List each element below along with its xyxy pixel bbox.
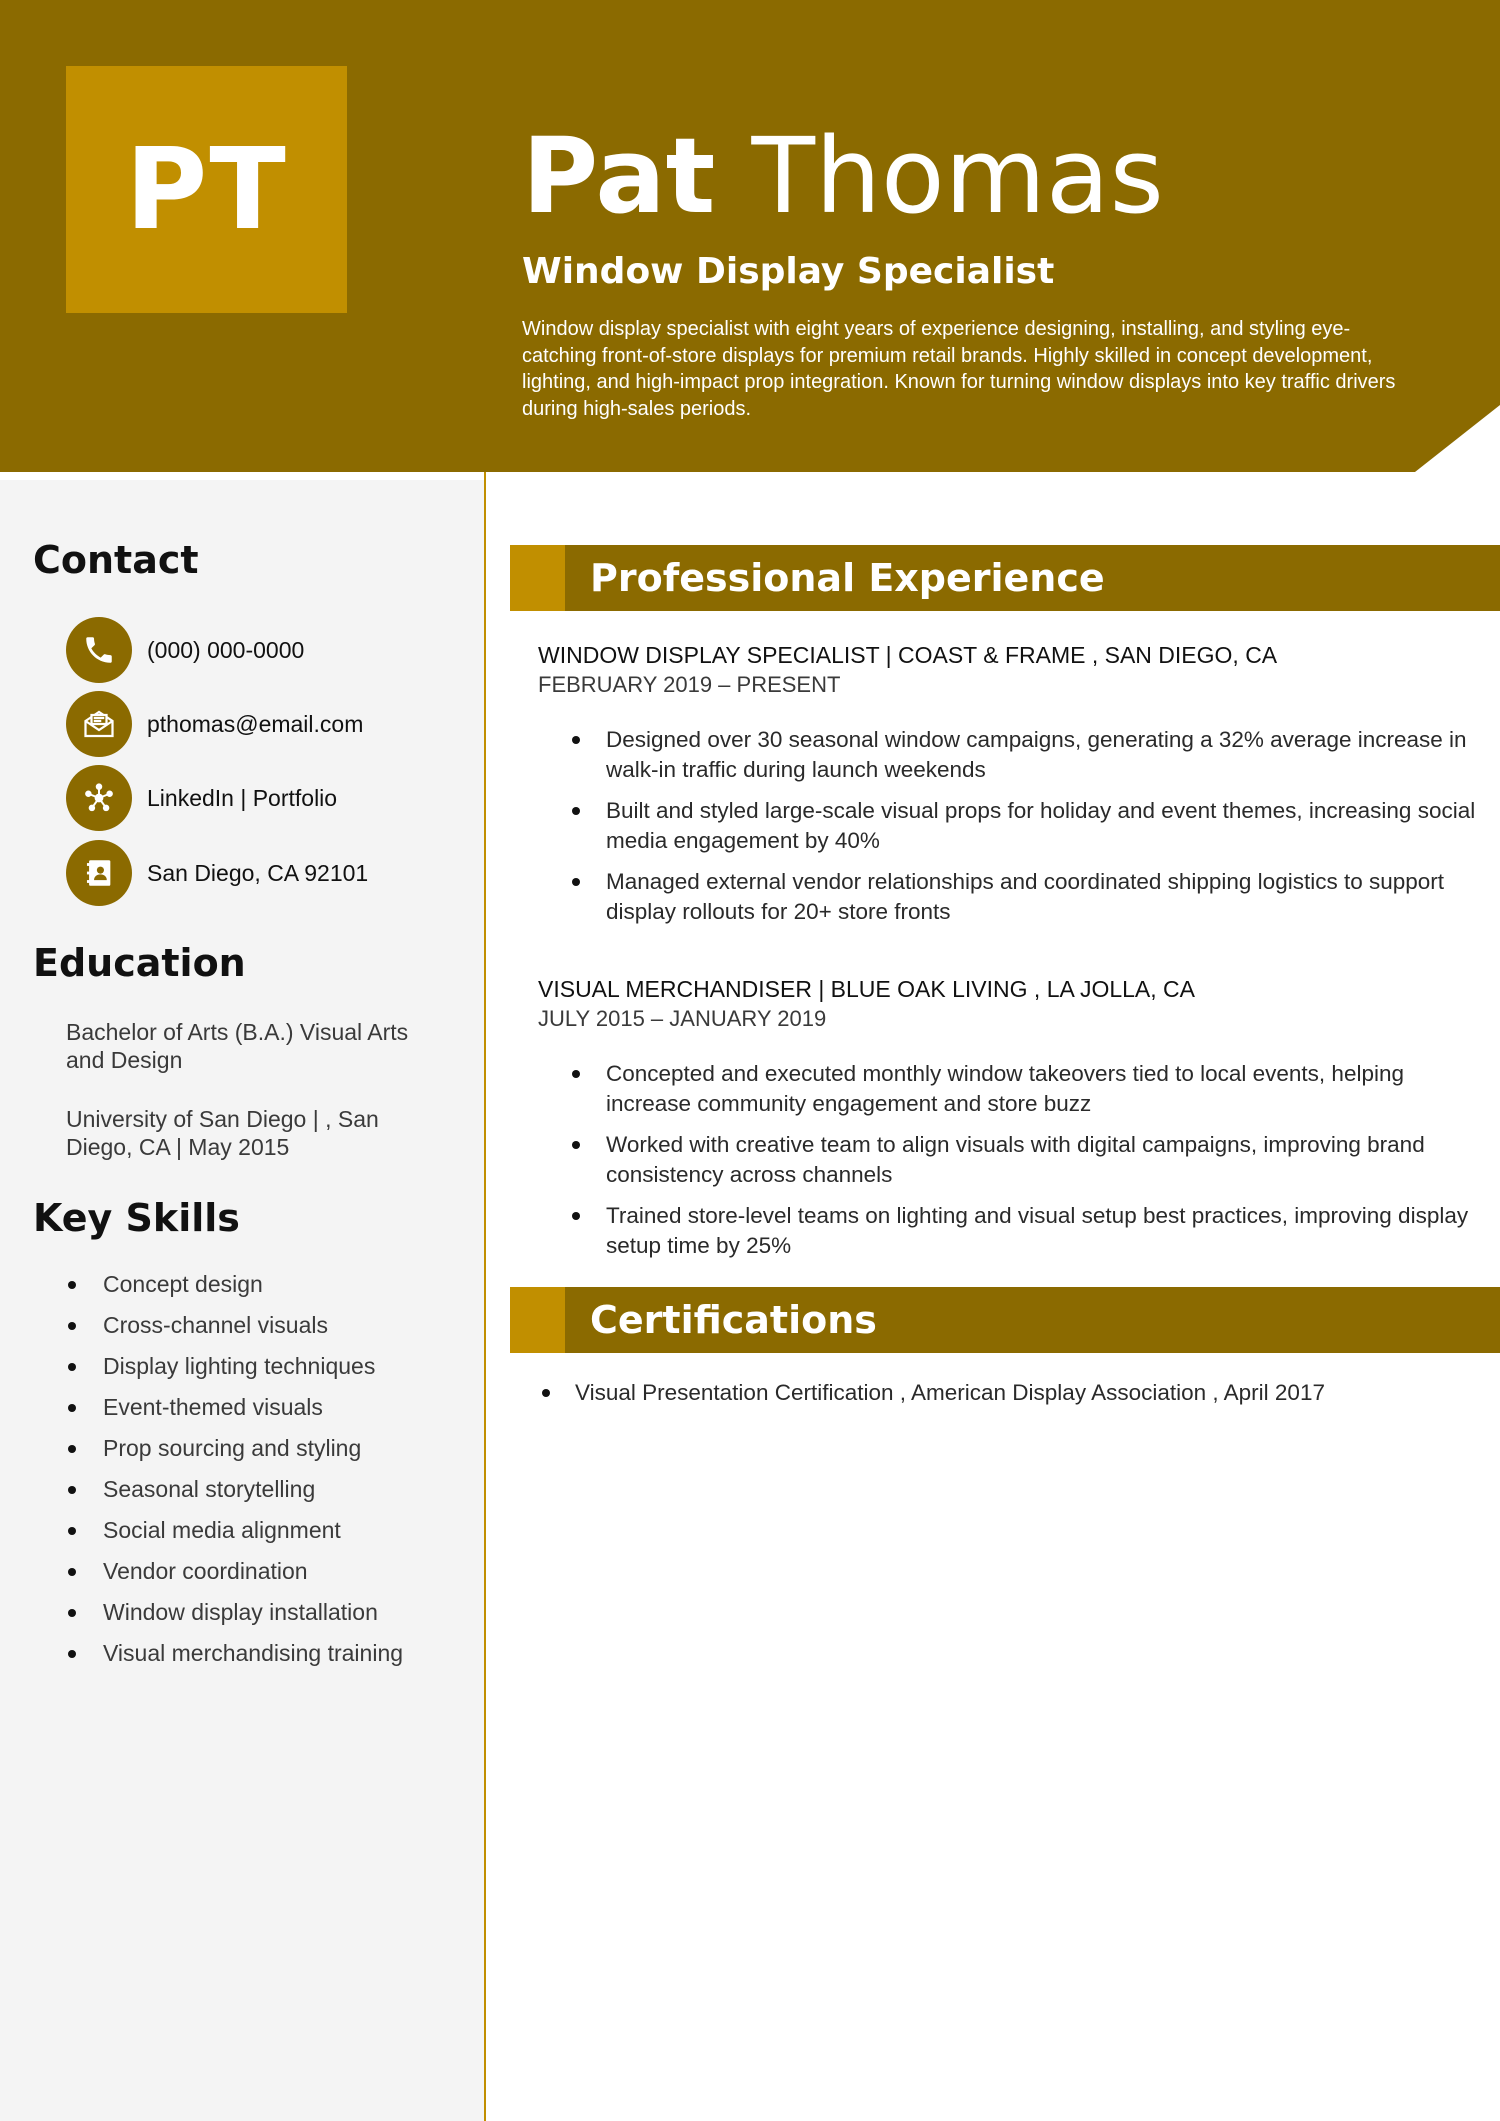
bullet-dot bbox=[542, 1389, 550, 1397]
job-2-heading: VISUAL MERCHANDISER | BLUE OAK LIVING , LA JOLLA, CA bbox=[538, 976, 1195, 1002]
certification-text: Visual Presentation Certification , American Display Association , April 2017 bbox=[575, 1380, 1325, 1405]
bullet-dot bbox=[572, 1070, 580, 1078]
skill-text: Window display installation bbox=[103, 1599, 378, 1625]
bullet-dot bbox=[68, 1568, 76, 1576]
address-book-icon bbox=[66, 840, 132, 906]
skill-text: Display lighting techniques bbox=[103, 1353, 376, 1379]
section-accent bbox=[510, 545, 565, 611]
job-title: Window Display Specialist bbox=[522, 251, 1055, 292]
bullet-dot bbox=[68, 1363, 76, 1371]
bullet-text: Concepted and executed monthly window takeovers tied to local events, helping increase community engagement and store buzz bbox=[606, 1061, 1404, 1116]
job-bullet bbox=[566, 867, 1476, 926]
bullet-dot bbox=[68, 1404, 76, 1412]
skill-item bbox=[66, 1305, 403, 1346]
skill-text: Social media alignment bbox=[103, 1517, 341, 1543]
education-degree: Bachelor of Arts (B.A.) Visual Arts and Design bbox=[66, 1019, 409, 1073]
job-2-dates: JULY 2015 – JANUARY 2019 bbox=[538, 1006, 827, 1031]
skill-text: Vendor coordination bbox=[103, 1558, 308, 1584]
contact-address[interactable] bbox=[66, 840, 368, 906]
skill-item bbox=[66, 1346, 403, 1387]
certifications-list bbox=[538, 1378, 1478, 1408]
skill-item bbox=[66, 1469, 403, 1510]
bullet-dot bbox=[68, 1322, 76, 1330]
bullet-dot bbox=[68, 1445, 76, 1453]
skill-item bbox=[66, 1633, 403, 1674]
certifications-heading: Certifications bbox=[590, 1298, 877, 1342]
skill-text: Visual merchandising training bbox=[103, 1640, 404, 1666]
bullet-dot bbox=[572, 736, 580, 744]
education-school: University of San Diego | , San Diego, CA | May 2015 bbox=[66, 1106, 379, 1160]
job-bullet bbox=[566, 1130, 1476, 1189]
candidate-name bbox=[522, 116, 1164, 236]
skill-item bbox=[66, 1510, 403, 1551]
skill-item bbox=[66, 1387, 403, 1428]
skill-text: Concept design bbox=[103, 1271, 263, 1297]
job-bullet bbox=[566, 796, 1476, 855]
email-text: pthomas@email.com bbox=[147, 710, 364, 737]
bullet-dot bbox=[572, 1212, 580, 1220]
contact-heading: Contact bbox=[33, 538, 199, 582]
contact-links[interactable] bbox=[66, 765, 337, 831]
bullet-text: Trained store-level teams on lighting and visual setup best practices, improving display setup time by 25% bbox=[606, 1203, 1469, 1258]
skill-text: Prop sourcing and styling bbox=[103, 1435, 362, 1461]
bullet-dot bbox=[68, 1650, 76, 1658]
skills-list bbox=[66, 1264, 403, 1674]
education-heading: Education bbox=[33, 941, 246, 985]
phone-icon bbox=[66, 617, 132, 683]
contact-phone[interactable] bbox=[66, 617, 304, 683]
experience-heading: Professional Experience bbox=[590, 556, 1105, 600]
skills-heading: Key Skills bbox=[33, 1196, 240, 1240]
links-text: LinkedIn | Portfolio bbox=[147, 784, 338, 811]
address-text: San Diego, CA 92101 bbox=[147, 859, 369, 886]
job-1-heading: WINDOW DISPLAY SPECIALIST | COAST & FRAME , SAN DIEGO, CA bbox=[538, 642, 1278, 668]
skill-item bbox=[66, 1551, 403, 1592]
email-icon bbox=[66, 691, 132, 757]
phone-text: (000) 000-0000 bbox=[147, 636, 305, 663]
first-name: Pat bbox=[522, 115, 716, 237]
bullet-dot bbox=[572, 807, 580, 815]
professional-summary: Window display specialist with eight years of experience designing, installing, and styling eye-catching front-of-store displays for premium retail brands. Highly skilled in concept development, lighting, and high-impact prop integration. Known for turning window displays into key traffic drivers during high-sales periods. bbox=[522, 318, 1396, 420]
column-divider bbox=[484, 472, 486, 2121]
job-bullet bbox=[566, 725, 1476, 784]
network-icon bbox=[66, 765, 132, 831]
experience-section-bar bbox=[510, 545, 1500, 611]
bullet-dot bbox=[68, 1527, 76, 1535]
certification-item bbox=[538, 1378, 1478, 1408]
skill-text: Cross-channel visuals bbox=[103, 1312, 328, 1338]
last-name: Thomas bbox=[751, 115, 1164, 237]
skill-text: Event-themed visuals bbox=[103, 1394, 323, 1420]
certifications-section-bar bbox=[510, 1287, 1500, 1353]
bullet-text: Designed over 30 seasonal window campaigns, generating a 32% average increase in walk-in traffic during launch weekends bbox=[606, 727, 1467, 782]
initials-monogram bbox=[66, 66, 347, 313]
skill-item bbox=[66, 1592, 403, 1633]
job-1-bullets bbox=[566, 725, 1476, 938]
job-2-bullets bbox=[566, 1059, 1476, 1272]
skill-item bbox=[66, 1264, 403, 1305]
job-1-dates: FEBRUARY 2019 – PRESENT bbox=[538, 672, 841, 697]
bullet-text: Worked with creative team to align visuals with digital campaigns, improving brand consistency across channels bbox=[606, 1132, 1425, 1187]
skill-item bbox=[66, 1428, 403, 1469]
skill-text: Seasonal storytelling bbox=[103, 1476, 316, 1502]
job-bullet bbox=[566, 1201, 1476, 1260]
bullet-dot bbox=[68, 1281, 76, 1289]
job-bullet bbox=[566, 1059, 1476, 1118]
bullet-dot bbox=[68, 1609, 76, 1617]
bullet-dot bbox=[572, 878, 580, 886]
bullet-text: Managed external vendor relationships and coordinated shipping logistics to support display rollouts for 20+ store fronts bbox=[606, 869, 1445, 924]
bullet-dot bbox=[572, 1141, 580, 1149]
contact-email[interactable] bbox=[66, 691, 363, 757]
bullet-dot bbox=[68, 1486, 76, 1494]
bullet-text: Built and styled large-scale visual props for holiday and event themes, increasing social media engagement by 40% bbox=[606, 798, 1476, 853]
section-accent bbox=[510, 1287, 565, 1353]
initials-text: PT bbox=[125, 124, 288, 255]
